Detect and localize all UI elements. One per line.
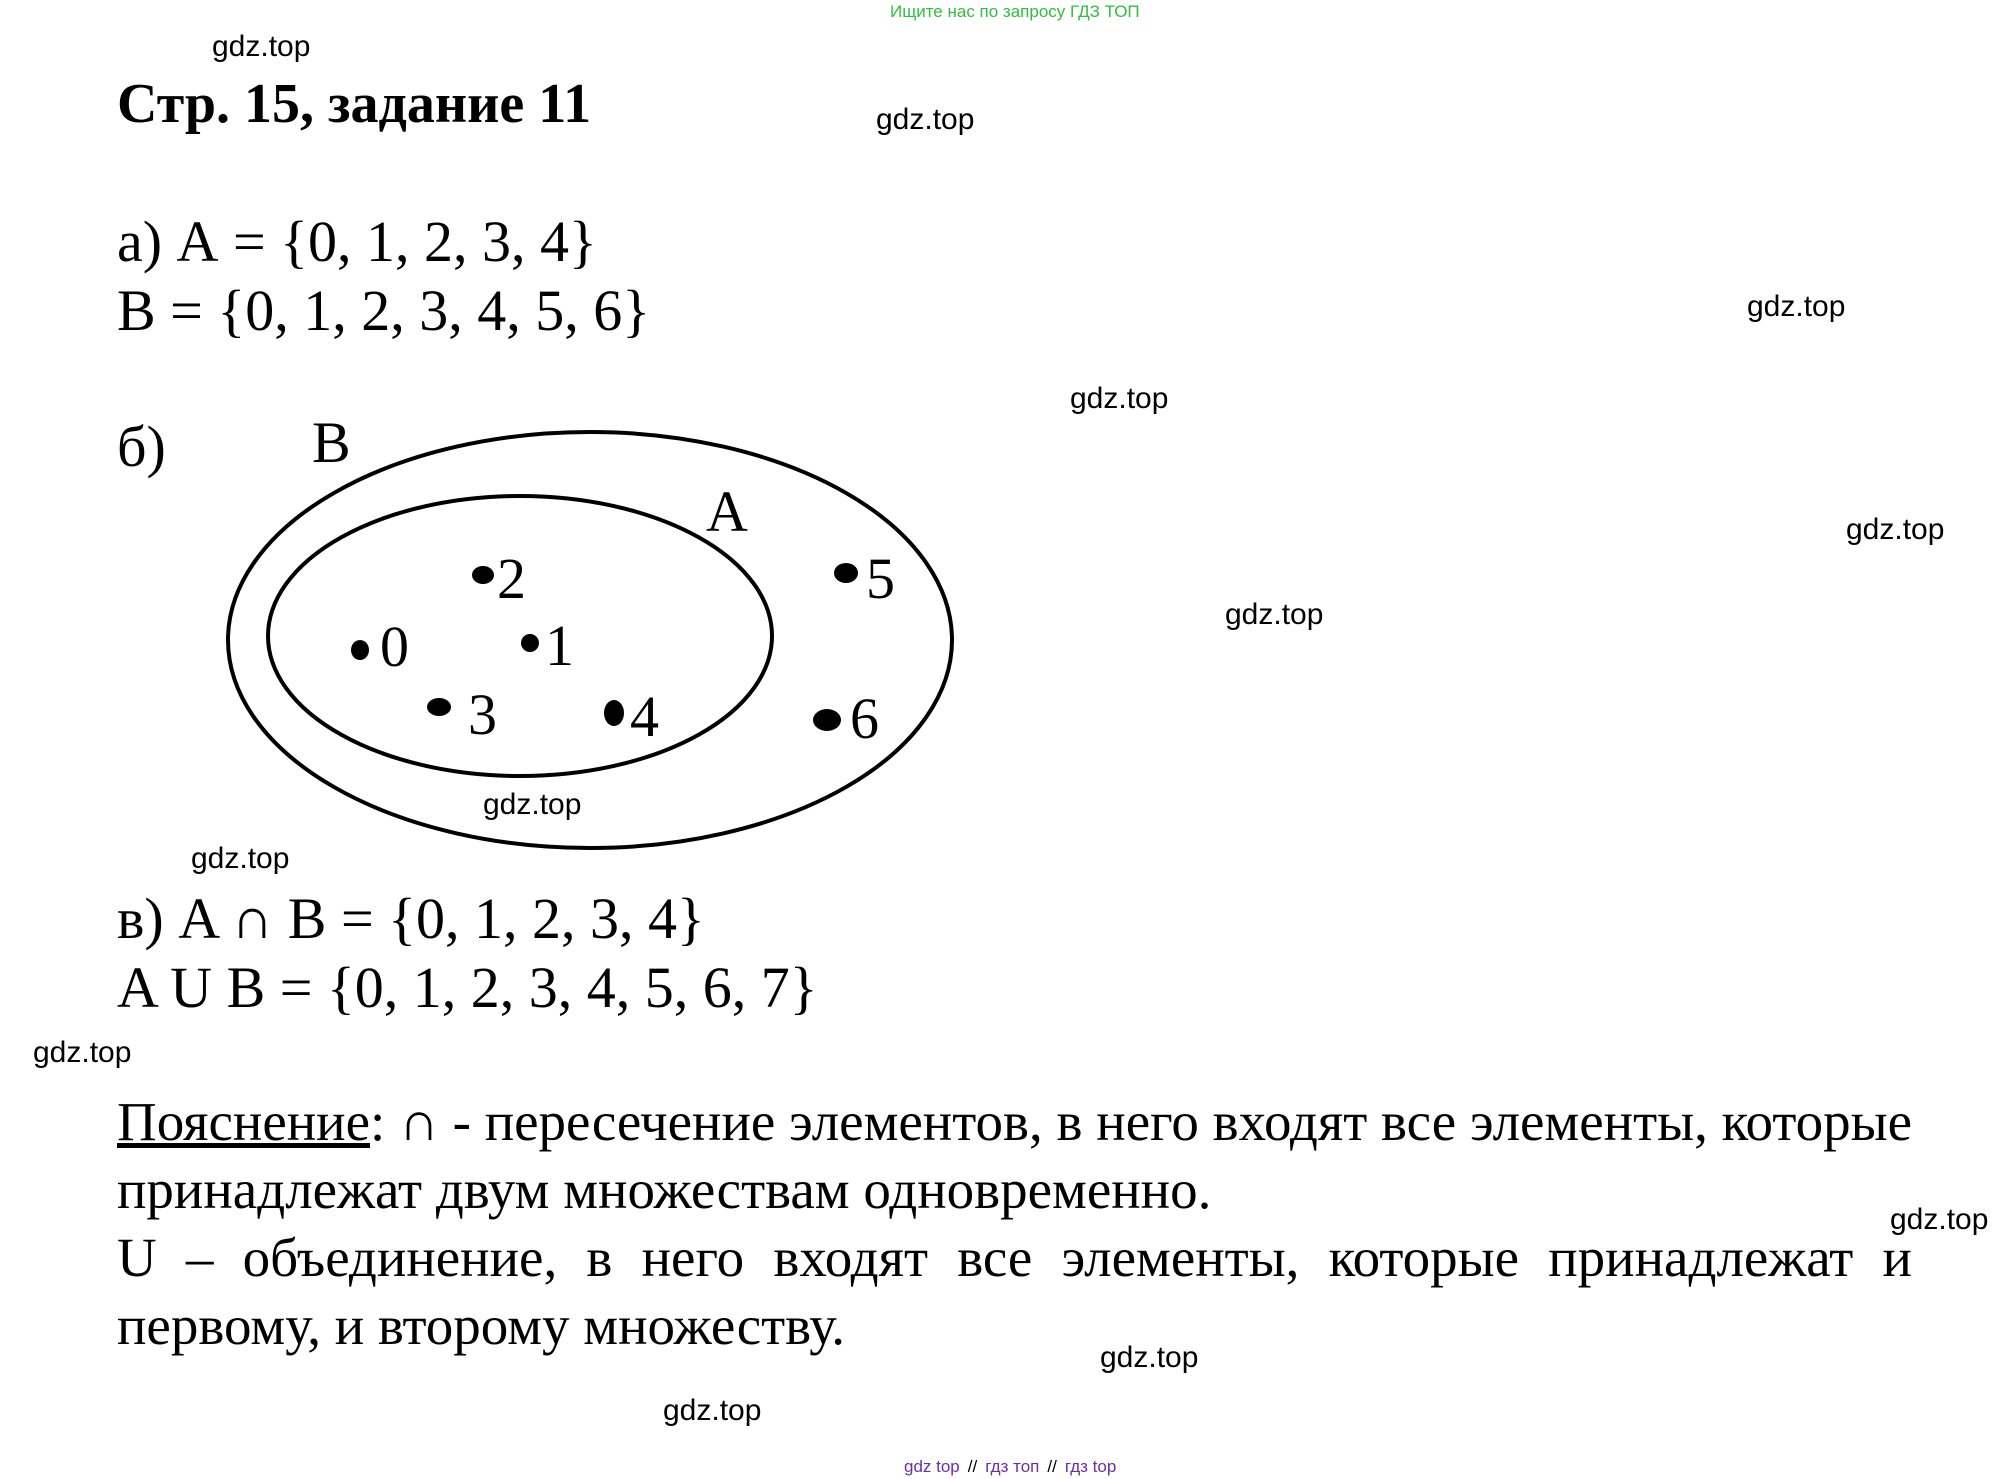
part-b-label: б) <box>117 414 166 479</box>
watermark: gdz.top <box>483 788 582 821</box>
part-a-line-1: а) А = {0, 1, 2, 3, 4} <box>117 209 597 274</box>
footer-link[interactable]: гдз топ <box>985 1457 1040 1476</box>
watermark: gdz.top <box>1225 598 1324 631</box>
watermark: gdz.top <box>1846 513 1945 546</box>
element-label: 6 <box>850 686 879 751</box>
element-dot <box>521 634 539 652</box>
explanation <box>117 1088 1912 1360</box>
element-dot <box>834 563 858 583</box>
element-label: 5 <box>866 546 895 611</box>
element-dot <box>472 566 494 584</box>
top-banner[interactable]: Ищите нас по запросу ГДЗ ТОП <box>890 2 1140 21</box>
footer-link[interactable]: gdz top <box>904 1457 960 1476</box>
element-dot <box>427 698 451 716</box>
watermark: gdz.top <box>1100 1341 1199 1374</box>
watermark: gdz.top <box>663 1394 762 1427</box>
element-label: 2 <box>497 546 526 611</box>
set-a-label: А <box>706 479 748 544</box>
part-a-line-2: В = {0, 1, 2, 3, 4, 5, 6} <box>117 278 651 343</box>
set-b-label: В <box>312 410 351 475</box>
watermark: gdz.top <box>1070 382 1169 415</box>
footer-separator: // <box>1047 1457 1057 1476</box>
element-dot <box>604 700 624 726</box>
part-c-line-1: в) A ∩ B = {0, 1, 2, 3, 4} <box>117 886 705 951</box>
watermark: gdz.top <box>876 103 975 136</box>
set-b-ellipse <box>228 432 952 848</box>
element-label: 1 <box>545 613 574 678</box>
element-dot <box>351 640 369 660</box>
watermark: gdz.top <box>212 30 311 63</box>
footer-link[interactable]: гдз top <box>1064 1457 1117 1476</box>
watermark: gdz.top <box>1890 1203 1989 1236</box>
footer <box>904 1457 1116 1477</box>
watermark: gdz.top <box>1747 290 1846 323</box>
element-label: 0 <box>380 614 409 679</box>
part-c-line-2: A U B = {0, 1, 2, 3, 4, 5, 6, 7} <box>117 955 818 1020</box>
element-label: 4 <box>630 684 659 749</box>
element-dot <box>813 709 841 731</box>
watermark: gdz.top <box>33 1036 132 1069</box>
footer-separator: // <box>967 1457 978 1476</box>
explanation-heading: Пояснение <box>117 1091 371 1152</box>
explanation-paragraph-1 <box>117 1088 1912 1224</box>
set-a-ellipse <box>268 496 772 776</box>
explanation-text-1: : ∩ - пересечение элементов, в него входят все элементы, которые принадлежат двум множествам одновременно. <box>117 1091 1912 1220</box>
element-label: 3 <box>468 682 497 747</box>
watermark: gdz.top <box>191 842 290 875</box>
page-title: Стр. 15, задание 11 <box>117 73 592 135</box>
explanation-paragraph-2: U – объединение, в него входят все элементы, которые принадлежат и первому, и второму множеству. <box>117 1227 1912 1356</box>
